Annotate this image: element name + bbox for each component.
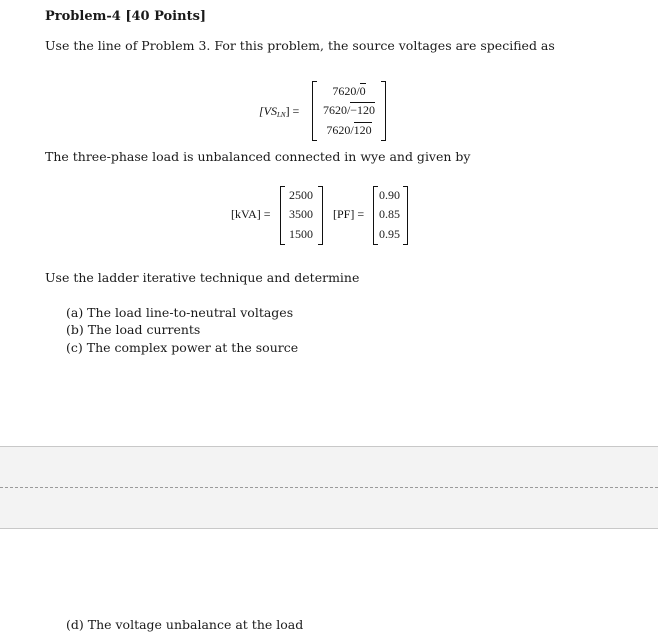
- vs-angle-2: 120: [353, 123, 372, 137]
- vs-mag-1: 7620: [322, 103, 347, 117]
- task-intro: Use the ladder iterative technique and determine: [45, 270, 360, 285]
- kva-value-2: 1500: [289, 227, 313, 241]
- intro-text: Use the line of Problem 3. For this problem, the source voltages are specified as: [45, 38, 555, 53]
- vs-label: [259, 104, 299, 119]
- load-text: The three-phase load is unbalanced connected in wye and given by: [45, 149, 471, 164]
- pf-label: [PF] =: [333, 207, 365, 221]
- kva-value-0: 2500: [289, 188, 313, 202]
- vs-angle-1: −120: [350, 103, 376, 117]
- task-d: (d) The voltage unbalance at the load: [66, 617, 304, 632]
- vs-angle-0: 0: [359, 84, 366, 98]
- vs-row-2: 7620/120: [326, 123, 372, 137]
- vs-label-main: [VS: [259, 104, 277, 118]
- task-a: (a) The load line-to-neutral voltages: [66, 305, 294, 320]
- kva-value-1: 3500: [289, 207, 313, 221]
- pf-value-2: 0.95: [379, 227, 400, 241]
- vs-label-close: ] =: [285, 104, 300, 118]
- kva-label: [kVA] =: [231, 207, 271, 221]
- page-break-bottom-line: [0, 528, 658, 529]
- page-break-dashed-line: [0, 487, 658, 488]
- vs-mag-0: 7620: [332, 84, 357, 98]
- vs-mag-2: 7620: [326, 123, 351, 137]
- task-b: (b) The load currents: [66, 322, 201, 337]
- vs-row-0: 7620/0: [332, 84, 366, 98]
- problem-title: Problem-4 [40 Points]: [45, 9, 207, 24]
- vs-label-sub: LN: [277, 111, 286, 119]
- kva-right-bracket: [318, 186, 323, 245]
- task-c: (c) The complex power at the source: [66, 340, 299, 355]
- pf-left-bracket: [373, 186, 378, 245]
- pf-value-1: 0.85: [379, 207, 400, 221]
- vs-row-1: 7620/−120: [322, 103, 376, 117]
- pf-value-0: 0.90: [379, 188, 400, 202]
